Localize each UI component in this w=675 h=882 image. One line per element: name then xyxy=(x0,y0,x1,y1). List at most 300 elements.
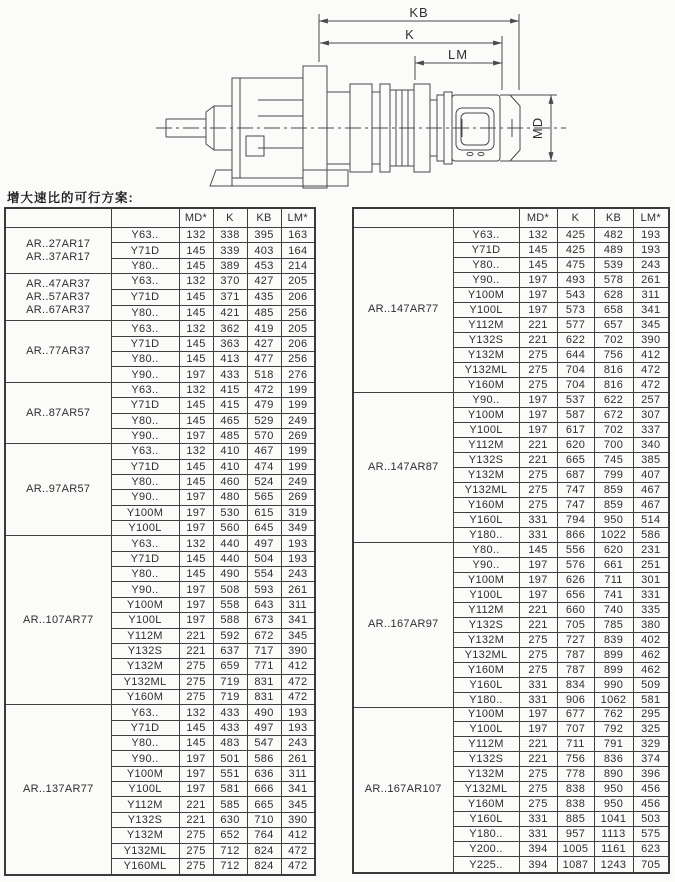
md-cell: 197 xyxy=(519,302,557,317)
k-cell: 485 xyxy=(213,428,247,443)
k-cell: 906 xyxy=(557,692,594,707)
model-group-label: AR..137AR77 xyxy=(22,783,94,796)
k-cell: 371 xyxy=(213,289,247,305)
lm-cell: 472 xyxy=(281,674,315,689)
md-cell: 132 xyxy=(179,444,213,459)
motor-type-cell: Y132ML xyxy=(453,782,519,797)
kb-cell: 565 xyxy=(247,490,281,505)
md-cell: 145 xyxy=(179,459,213,474)
lm-cell: 243 xyxy=(281,736,315,751)
md-cell: 197 xyxy=(179,428,213,443)
k-cell: 490 xyxy=(213,567,247,582)
k-cell: 556 xyxy=(557,542,594,557)
md-cell: 197 xyxy=(179,582,213,597)
md-cell: 275 xyxy=(179,828,213,843)
motor-type-cell: Y112M xyxy=(453,437,519,452)
kb-cell: 702 xyxy=(594,422,633,437)
k-cell: 440 xyxy=(213,551,247,566)
md-cell: 197 xyxy=(519,707,557,722)
right-table-header xyxy=(353,208,669,228)
model-group-label: AR..37AR17 xyxy=(26,250,91,263)
motor-type-cell: Y132ML xyxy=(111,843,179,858)
motor-type-cell: Y132ML xyxy=(453,482,519,497)
md-cell: 275 xyxy=(179,689,213,704)
md-cell: 145 xyxy=(179,736,213,751)
md-cell: 394 xyxy=(519,857,557,873)
md-cell: 197 xyxy=(179,751,213,766)
lm-cell: 575 xyxy=(633,827,669,842)
motor-type-cell: Y80.. xyxy=(453,257,519,272)
k-cell: 626 xyxy=(557,572,594,587)
md-cell: 275 xyxy=(519,767,557,782)
left-table-body xyxy=(5,228,315,876)
kb-cell: 435 xyxy=(247,289,281,305)
lm-cell: 390 xyxy=(281,643,315,658)
lm-cell: 199 xyxy=(281,398,315,413)
motor-type-cell: Y71D xyxy=(111,243,179,258)
motor-type-cell: Y100M xyxy=(453,707,519,722)
lm-cell: 295 xyxy=(633,707,669,722)
kb-cell: 792 xyxy=(594,722,633,737)
md-cell: 221 xyxy=(519,317,557,332)
model-group-label: AR..57AR37 xyxy=(26,290,91,303)
lm-cell: 311 xyxy=(281,766,315,781)
k-cell: 543 xyxy=(557,287,594,302)
lm-cell: 407 xyxy=(633,467,669,482)
k-cell: 508 xyxy=(213,582,247,597)
motor-type-cell: Y100M xyxy=(111,505,179,520)
motor-type-cell: Y71D xyxy=(111,459,179,474)
motor-type-cell: Y132M xyxy=(111,828,179,843)
lm-cell: 340 xyxy=(633,437,669,452)
lm-cell: 319 xyxy=(281,505,315,520)
k-cell: 652 xyxy=(213,828,247,843)
kb-cell: 764 xyxy=(247,828,281,843)
lm-cell: 193 xyxy=(633,228,669,243)
model-group-cell xyxy=(353,542,453,707)
kb-cell: 740 xyxy=(594,602,633,617)
kb-cell: 586 xyxy=(247,751,281,766)
model-group-cell xyxy=(5,536,111,705)
k-cell: 617 xyxy=(557,422,594,437)
kb-cell: 836 xyxy=(594,752,633,767)
md-cell: 275 xyxy=(519,797,557,812)
kb-cell: 666 xyxy=(247,782,281,797)
motor-type-cell: Y180.. xyxy=(453,692,519,707)
lm-cell: 335 xyxy=(633,602,669,617)
md-cell: 221 xyxy=(179,797,213,812)
k-cell: 719 xyxy=(213,674,247,689)
md-cell: 221 xyxy=(179,812,213,827)
model-group-label: AR..67AR37 xyxy=(26,303,91,316)
kb-cell: 717 xyxy=(247,643,281,658)
md-cell: 145 xyxy=(179,720,213,735)
motor-type-cell: Y63.. xyxy=(111,382,179,397)
motor-type-cell: Y132M xyxy=(111,659,179,674)
kb-cell: 824 xyxy=(247,843,281,858)
lm-dim-label: LM xyxy=(447,47,469,62)
kb-cell: 899 xyxy=(594,662,633,677)
kb-cell: 620 xyxy=(594,542,633,557)
kb-cell: 785 xyxy=(594,617,633,632)
motor-type-cell: Y80.. xyxy=(111,567,179,582)
motor-type-cell: Y90.. xyxy=(111,490,179,505)
lm-cell: 456 xyxy=(633,797,669,812)
motor-type-cell: Y132S xyxy=(453,332,519,347)
lm-cell: 503 xyxy=(633,812,669,827)
md-cell: 197 xyxy=(179,490,213,505)
k-cell: 433 xyxy=(213,705,247,720)
motor-type-cell: Y132ML xyxy=(453,647,519,662)
motor-type-cell: Y160M xyxy=(453,662,519,677)
lm-cell: 462 xyxy=(633,662,669,677)
kb-cell: 831 xyxy=(247,689,281,704)
table-row xyxy=(353,542,669,557)
lm-cell: 586 xyxy=(633,527,669,542)
table-row xyxy=(5,444,315,459)
md-cell: 221 xyxy=(519,752,557,767)
lm-cell: 199 xyxy=(281,459,315,474)
kb-cell: 1161 xyxy=(594,842,633,857)
motor-type-cell: Y90.. xyxy=(453,272,519,287)
md-cell: 197 xyxy=(179,367,213,382)
md-cell: 331 xyxy=(519,827,557,842)
md-cell: 197 xyxy=(519,287,557,302)
lm-cell: 390 xyxy=(281,812,315,827)
motor-type-cell: Y63.. xyxy=(111,321,179,336)
lm-cell: 396 xyxy=(633,767,669,782)
k-cell: 433 xyxy=(213,720,247,735)
lm-cell: 163 xyxy=(281,228,315,243)
k-cell: 659 xyxy=(213,659,247,674)
motor-type-cell: Y90.. xyxy=(453,557,519,572)
motor-type-cell: Y63.. xyxy=(111,444,179,459)
md-cell: 221 xyxy=(519,437,557,452)
kb-cell: 824 xyxy=(247,858,281,875)
page-title: 增大速比的可行方案: xyxy=(7,191,134,205)
motor-type-cell: Y132M xyxy=(453,767,519,782)
motor-type-cell: Y112M xyxy=(453,602,519,617)
kb-cell: 504 xyxy=(247,551,281,566)
motor-type-cell: Y112M xyxy=(453,317,519,332)
kb-cell: 899 xyxy=(594,647,633,662)
lm-cell: 402 xyxy=(633,632,669,647)
lm-cell: 214 xyxy=(281,258,315,273)
lm-cell: 623 xyxy=(633,842,669,857)
k-cell: 778 xyxy=(557,767,594,782)
md-cell: 145 xyxy=(519,257,557,272)
motor-type-cell: Y160L xyxy=(453,512,519,527)
lm-cell: 462 xyxy=(633,647,669,662)
kb-cell: 745 xyxy=(594,452,633,467)
k-cell: 630 xyxy=(213,812,247,827)
md-cell: 331 xyxy=(519,527,557,542)
motor-type-cell: Y90.. xyxy=(453,392,519,407)
lm-cell: 385 xyxy=(633,452,669,467)
md-cell: 132 xyxy=(179,274,213,290)
md-cell: 275 xyxy=(519,497,557,512)
lm-cell: 472 xyxy=(633,377,669,392)
md-cell: 145 xyxy=(179,398,213,413)
md-cell: 221 xyxy=(179,643,213,658)
motor-type-cell: Y180.. xyxy=(453,527,519,542)
motor-type-cell: Y63.. xyxy=(111,705,179,720)
md-cell: 275 xyxy=(519,467,557,482)
md-cell: 197 xyxy=(519,407,557,422)
k-cell: 530 xyxy=(213,505,247,520)
k-cell: 747 xyxy=(557,497,594,512)
k-cell: 707 xyxy=(557,722,594,737)
kb-cell: 741 xyxy=(594,587,633,602)
lm-cell: 193 xyxy=(633,242,669,257)
motor-type-cell: Y112M xyxy=(111,628,179,643)
lm-cell: 206 xyxy=(281,336,315,351)
model-group-label: AR..47AR37 xyxy=(26,277,91,290)
lm-cell: 193 xyxy=(281,536,315,551)
k-cell: 712 xyxy=(213,843,247,858)
lm-cell: 199 xyxy=(281,382,315,397)
model-group-cell xyxy=(5,705,111,875)
lm-cell: 412 xyxy=(633,347,669,362)
k-cell: 711 xyxy=(557,737,594,752)
k-cell: 622 xyxy=(557,332,594,347)
column-header: K xyxy=(557,208,594,228)
lm-cell: 467 xyxy=(633,497,669,512)
kb-cell: 643 xyxy=(247,597,281,612)
kb-cell: 791 xyxy=(594,737,633,752)
motor-type-cell: Y160L xyxy=(453,812,519,827)
motor-type-cell: Y100L xyxy=(453,587,519,602)
k-cell: 620 xyxy=(557,437,594,452)
motor-type-cell: Y71D xyxy=(453,242,519,257)
kb-cell: 490 xyxy=(247,705,281,720)
md-cell: 132 xyxy=(519,228,557,243)
motor-type-cell: Y100L xyxy=(111,613,179,628)
k-cell: 585 xyxy=(213,797,247,812)
motor-type-cell: Y71D xyxy=(111,336,179,351)
kb-cell: 702 xyxy=(594,332,633,347)
kb-cell: 839 xyxy=(594,632,633,647)
k-cell: 838 xyxy=(557,782,594,797)
kb-cell: 636 xyxy=(247,766,281,781)
kb-cell: 615 xyxy=(247,505,281,520)
md-cell: 197 xyxy=(519,572,557,587)
lm-cell: 412 xyxy=(281,659,315,674)
motor-type-cell: Y80.. xyxy=(453,542,519,557)
md-cell: 197 xyxy=(179,521,213,536)
motor-type-cell: Y90.. xyxy=(111,751,179,766)
motor-type-cell: Y132M xyxy=(453,347,519,362)
lm-cell: 307 xyxy=(633,407,669,422)
k-cell: 410 xyxy=(213,444,247,459)
k-cell: 656 xyxy=(557,587,594,602)
md-cell: 275 xyxy=(519,782,557,797)
md-cell: 145 xyxy=(179,305,213,321)
k-cell: 712 xyxy=(213,858,247,875)
kb-cell: 1022 xyxy=(594,527,633,542)
motor-type-cell: Y180.. xyxy=(453,827,519,842)
motor-type-cell: Y160L xyxy=(453,677,519,692)
md-cell: 275 xyxy=(519,647,557,662)
lm-cell: 390 xyxy=(633,332,669,347)
kb-cell: 403 xyxy=(247,243,281,258)
md-cell: 145 xyxy=(179,551,213,566)
kb-cell: 524 xyxy=(247,474,281,489)
k-cell: 719 xyxy=(213,689,247,704)
blank-header xyxy=(453,208,519,228)
md-cell: 145 xyxy=(179,413,213,428)
model-group-cell xyxy=(5,228,111,274)
k-cell: 573 xyxy=(557,302,594,317)
model-group-label: AR..147AR77 xyxy=(367,303,439,316)
lm-cell: 249 xyxy=(281,474,315,489)
md-cell: 132 xyxy=(179,228,213,243)
md-cell: 197 xyxy=(519,557,557,572)
kb-cell: 645 xyxy=(247,521,281,536)
lm-cell: 374 xyxy=(633,752,669,767)
md-cell: 275 xyxy=(179,858,213,875)
k-cell: 866 xyxy=(557,527,594,542)
motor-type-cell: Y100L xyxy=(111,521,179,536)
kb-cell: 547 xyxy=(247,736,281,751)
motor-type-cell: Y100L xyxy=(111,782,179,797)
model-group-cell xyxy=(353,228,453,393)
k-cell: 465 xyxy=(213,413,247,428)
k-cell: 592 xyxy=(213,628,247,643)
motor-type-cell: Y100M xyxy=(111,597,179,612)
kb-cell: 816 xyxy=(594,377,633,392)
motor-type-cell: Y80.. xyxy=(111,352,179,367)
k-cell: 747 xyxy=(557,482,594,497)
blank-header xyxy=(353,208,453,228)
lm-cell: 331 xyxy=(633,587,669,602)
lm-cell: 345 xyxy=(633,317,669,332)
lm-cell: 261 xyxy=(633,272,669,287)
md-cell: 331 xyxy=(519,677,557,692)
md-cell: 221 xyxy=(519,602,557,617)
kb-cell: 950 xyxy=(594,512,633,527)
k-cell: 587 xyxy=(557,407,594,422)
motor-type-cell: Y63.. xyxy=(453,228,519,243)
motor-type-cell: Y132S xyxy=(111,812,179,827)
kb-cell: 570 xyxy=(247,428,281,443)
table-row xyxy=(353,392,669,407)
kb-cell: 710 xyxy=(247,812,281,827)
md-cell: 275 xyxy=(519,662,557,677)
motor-type-cell: Y80.. xyxy=(111,258,179,273)
k-cell: 433 xyxy=(213,367,247,382)
lm-cell: 193 xyxy=(281,720,315,735)
md-cell: 145 xyxy=(519,242,557,257)
model-group-label: AR..27AR17 xyxy=(26,237,91,250)
motor-type-cell: Y132ML xyxy=(453,362,519,377)
motor-type-cell: Y100M xyxy=(453,572,519,587)
lm-cell: 472 xyxy=(633,362,669,377)
kb-cell: 593 xyxy=(247,582,281,597)
kb-cell: 658 xyxy=(594,302,633,317)
k-cell: 794 xyxy=(557,512,594,527)
lm-cell: 345 xyxy=(281,797,315,812)
k-cell: 727 xyxy=(557,632,594,647)
kb-cell: 673 xyxy=(247,613,281,628)
kb-cell: 474 xyxy=(247,459,281,474)
kb-cell: 1062 xyxy=(594,692,633,707)
k-cell: 581 xyxy=(213,782,247,797)
lm-cell: 243 xyxy=(633,257,669,272)
k-cell: 339 xyxy=(213,243,247,258)
lm-cell: 341 xyxy=(281,613,315,628)
left-speed-ratio-table xyxy=(4,207,316,876)
motor-type-cell: Y63.. xyxy=(111,536,179,551)
motor-type-cell: Y80.. xyxy=(111,413,179,428)
motor-type-cell: Y112M xyxy=(453,737,519,752)
k-cell: 363 xyxy=(213,336,247,351)
kb-cell: 467 xyxy=(247,444,281,459)
lm-cell: 251 xyxy=(633,557,669,572)
kb-cell: 427 xyxy=(247,274,281,290)
motor-type-cell: Y160ML xyxy=(111,858,179,875)
k-cell: 1087 xyxy=(557,857,594,873)
k-cell: 588 xyxy=(213,613,247,628)
kb-cell: 578 xyxy=(594,272,633,287)
motor-type-cell: Y225.. xyxy=(453,857,519,873)
motor-type-cell: Y71D xyxy=(111,289,179,305)
md-cell: 221 xyxy=(519,617,557,632)
lm-cell: 269 xyxy=(281,428,315,443)
md-cell: 275 xyxy=(519,377,557,392)
md-cell: 275 xyxy=(519,632,557,647)
k-cell: 440 xyxy=(213,536,247,551)
md-cell: 145 xyxy=(179,567,213,582)
table-row xyxy=(5,536,315,551)
model-group-cell xyxy=(353,392,453,542)
lm-cell: 311 xyxy=(281,597,315,612)
motor-type-cell: Y90.. xyxy=(111,582,179,597)
md-cell: 197 xyxy=(519,722,557,737)
md-cell: 221 xyxy=(519,452,557,467)
md-cell: 197 xyxy=(519,587,557,602)
kb-cell: 661 xyxy=(594,557,633,572)
motor-type-cell: Y100M xyxy=(453,287,519,302)
lm-cell: 412 xyxy=(281,828,315,843)
lm-cell: 341 xyxy=(281,782,315,797)
model-group-cell xyxy=(5,444,111,536)
lm-cell: 164 xyxy=(281,243,315,258)
md-cell: 145 xyxy=(179,243,213,258)
motor-type-cell: Y132S xyxy=(111,643,179,658)
lm-cell: 581 xyxy=(633,692,669,707)
lm-cell: 269 xyxy=(281,490,315,505)
k-cell: 425 xyxy=(557,242,594,257)
table-row xyxy=(5,705,315,720)
kb-cell: 395 xyxy=(247,228,281,243)
lm-cell: 301 xyxy=(633,572,669,587)
kb-cell: 950 xyxy=(594,797,633,812)
md-cell: 145 xyxy=(179,336,213,351)
gear-motor-drawing xyxy=(0,0,675,202)
lm-cell: 243 xyxy=(281,567,315,582)
kb-cell: 711 xyxy=(594,572,633,587)
motor-type-cell: Y132S xyxy=(453,452,519,467)
right-table-body xyxy=(353,228,669,874)
md-cell: 197 xyxy=(179,505,213,520)
motor-type-cell: Y80.. xyxy=(111,736,179,751)
lm-cell: 256 xyxy=(281,352,315,367)
blank-header xyxy=(5,208,111,228)
kb-cell: 831 xyxy=(247,674,281,689)
k-cell: 410 xyxy=(213,459,247,474)
motor-type-cell: Y90.. xyxy=(111,367,179,382)
